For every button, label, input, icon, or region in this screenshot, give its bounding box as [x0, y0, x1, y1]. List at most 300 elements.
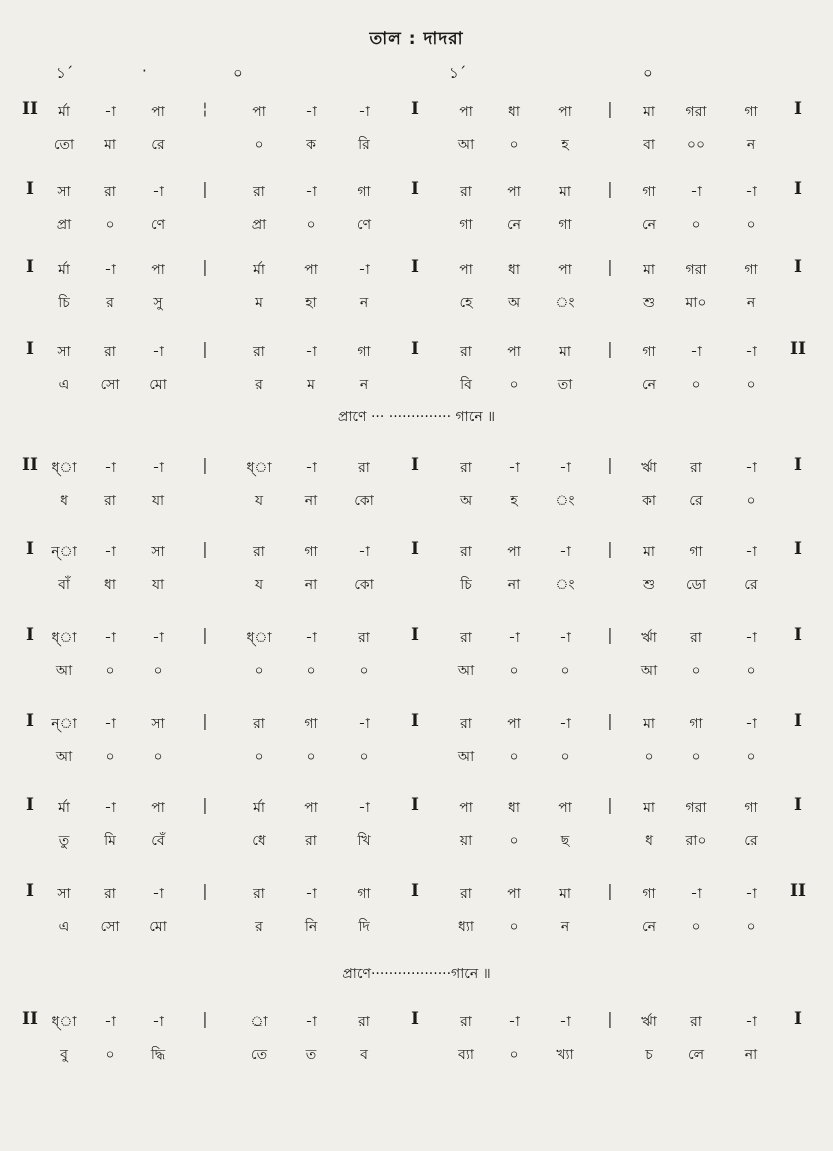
- swara-note: গরা: [685, 104, 707, 120]
- refrain-line: প্রাণে··················গানে ॥: [342, 966, 491, 982]
- lyric-syllable: বি: [460, 377, 472, 393]
- lyric-line: [0, 373, 833, 399]
- swara-note: -া: [745, 544, 757, 560]
- lyric-syllable: রি: [358, 137, 370, 153]
- lyric-syllable: বু: [60, 1047, 68, 1063]
- lyric-syllable: ০০: [686, 137, 706, 153]
- swara-line: [0, 100, 833, 126]
- swara-note: র্মা: [253, 800, 265, 816]
- swara-line: [0, 1010, 833, 1036]
- bar-line: I: [26, 539, 34, 559]
- swara-note: রা: [358, 630, 370, 646]
- lyric-syllable: ০: [509, 833, 519, 849]
- swara-note: রা: [104, 886, 116, 902]
- lyric-syllable: সু: [153, 295, 163, 311]
- swara-note: -া: [152, 460, 164, 476]
- swara-note: -া: [305, 1014, 317, 1030]
- swara-note: -া: [104, 544, 116, 560]
- swara-note: ধা: [508, 800, 520, 816]
- swara-note: -া: [305, 460, 317, 476]
- bar-line: I: [794, 257, 802, 277]
- bar-line: I: [26, 795, 34, 815]
- swara-note: -া: [152, 886, 164, 902]
- swara-note: পা: [507, 716, 521, 732]
- lyric-syllable: যা: [151, 577, 165, 593]
- lyric-syllable: ০: [306, 749, 316, 765]
- lyric-syllable: রে: [744, 833, 758, 849]
- bar-line: I: [26, 179, 34, 199]
- lyric-syllable: ০: [509, 137, 519, 153]
- lyric-syllable: ০: [306, 663, 316, 679]
- swara-note: ন্া: [51, 716, 77, 732]
- bar-line: I: [411, 539, 419, 559]
- lyric-syllable: প্রা: [56, 217, 72, 233]
- swara-note: -া: [358, 262, 370, 278]
- notation-system: [0, 340, 833, 410]
- swara-note: পা: [558, 262, 572, 278]
- lyric-syllable: ন: [359, 377, 369, 393]
- swara-note: রা: [253, 886, 265, 902]
- taal-mark: ১´: [56, 64, 74, 82]
- swara-note: রা: [358, 460, 370, 476]
- notation-system: [0, 1010, 833, 1080]
- swara-note: পা: [151, 800, 165, 816]
- swara-note: -া: [152, 344, 164, 360]
- swara-note: ধ্া: [51, 460, 77, 476]
- lyric-syllable: চি: [460, 577, 472, 593]
- swara-line: [0, 340, 833, 366]
- lyric-syllable: ন: [359, 295, 369, 311]
- lyric-syllable: ০: [105, 217, 115, 233]
- bar-line: II: [790, 339, 806, 359]
- bar-line: |: [202, 179, 208, 198]
- lyric-syllable: ং: [555, 577, 575, 593]
- lyric-syllable: ডো: [685, 577, 707, 593]
- swara-note: পা: [304, 800, 318, 816]
- swara-note: র্ঋা: [641, 630, 657, 646]
- lyric-syllable: ০: [105, 749, 115, 765]
- swara-note: পা: [558, 104, 572, 120]
- swara-note: রা: [460, 460, 472, 476]
- lyric-syllable: দি: [358, 919, 370, 935]
- lyric-syllable: হে: [459, 295, 473, 311]
- lyric-syllable: ম: [255, 295, 263, 311]
- lyric-syllable: ০: [254, 749, 264, 765]
- lyric-syllable: অ: [459, 493, 473, 509]
- lyric-syllable: র: [255, 377, 263, 393]
- swara-note: ধ্া: [246, 630, 272, 646]
- swara-note: -া: [559, 630, 571, 646]
- lyric-line: [0, 133, 833, 159]
- swara-note: মা: [643, 262, 655, 278]
- lyric-syllable: মা০: [685, 295, 707, 311]
- lyric-syllable: ধে: [252, 833, 266, 849]
- lyric-syllable: ০: [509, 1047, 519, 1063]
- swara-note: গা: [744, 104, 758, 120]
- swara-note: সা: [57, 344, 71, 360]
- lyric-syllable: না: [744, 1047, 758, 1063]
- lyric-syllable: ০: [560, 749, 570, 765]
- bar-line: |: [607, 711, 613, 730]
- lyric-syllable: গা: [558, 217, 572, 233]
- lyric-syllable: ০: [746, 663, 756, 679]
- lyric-syllable: রে: [151, 137, 165, 153]
- swara-note: রা: [460, 184, 472, 200]
- lyric-syllable: ত: [305, 1047, 317, 1063]
- notation-system: [0, 456, 833, 526]
- lyric-syllable: হা: [305, 295, 317, 311]
- bar-line: |: [607, 539, 613, 558]
- bar-line: I: [411, 455, 419, 475]
- lyric-syllable: বা: [643, 137, 655, 153]
- lyric-syllable: ০: [691, 749, 701, 765]
- swara-note: সা: [151, 716, 165, 732]
- swara-note: রা: [104, 344, 116, 360]
- swara-note: মা: [559, 344, 571, 360]
- lyric-syllable: গা: [459, 217, 473, 233]
- bar-line: |: [607, 881, 613, 900]
- lyric-syllable: ০: [746, 749, 756, 765]
- lyric-syllable: তে: [250, 1047, 268, 1063]
- swara-note: -া: [745, 716, 757, 732]
- lyric-syllable: ০: [254, 137, 264, 153]
- lyric-syllable: র: [106, 295, 114, 311]
- swara-note: গা: [689, 716, 703, 732]
- lyric-syllable: বাঁ: [58, 577, 70, 593]
- swara-note: র্া: [250, 1014, 268, 1030]
- swara-note: -া: [104, 1014, 116, 1030]
- swara-note: গা: [744, 262, 758, 278]
- swara-note: রা: [690, 1014, 702, 1030]
- swara-note: -া: [305, 886, 317, 902]
- lyric-line: [0, 915, 833, 941]
- bar-line: II: [22, 99, 38, 119]
- bar-line: I: [411, 257, 419, 277]
- lyric-syllable: তু: [58, 833, 70, 849]
- swara-note: পা: [151, 104, 165, 120]
- lyric-syllable: মো: [149, 377, 167, 393]
- swara-note: গা: [357, 184, 371, 200]
- swara-note: -া: [745, 1014, 757, 1030]
- lyric-syllable: এ: [58, 377, 70, 393]
- swara-note: রা: [253, 184, 265, 200]
- lyric-syllable: ০: [691, 919, 701, 935]
- lyric-syllable: নে: [641, 217, 657, 233]
- swara-note: র্মা: [58, 104, 70, 120]
- lyric-syllable: হ: [510, 493, 518, 509]
- lyric-syllable: ০: [691, 217, 701, 233]
- lyric-syllable: লে: [687, 1047, 705, 1063]
- lyric-syllable: ছ: [560, 833, 570, 849]
- swara-note: -া: [745, 460, 757, 476]
- swara-note: গা: [642, 184, 656, 200]
- lyric-syllable: ক: [306, 137, 316, 153]
- bar-line: I: [411, 179, 419, 199]
- bar-line: I: [794, 1009, 802, 1029]
- swara-note: রা: [104, 184, 116, 200]
- swara-note: গা: [357, 886, 371, 902]
- bar-line: I: [411, 795, 419, 815]
- lyric-syllable: ধ: [645, 833, 653, 849]
- lyric-syllable: ০: [509, 377, 519, 393]
- swara-note: ন্া: [51, 544, 77, 560]
- lyric-line: [0, 291, 833, 317]
- bar-line: I: [26, 257, 34, 277]
- bar-line: |: [202, 625, 208, 644]
- lyric-syllable: ন: [746, 137, 756, 153]
- swara-note: পা: [459, 800, 473, 816]
- swara-note: পা: [507, 184, 521, 200]
- swara-note: -া: [305, 630, 317, 646]
- swara-note: -া: [358, 104, 370, 120]
- taal-mark: ·: [142, 62, 147, 80]
- swara-note: মা: [643, 544, 655, 560]
- lyric-syllable: চ: [645, 1047, 653, 1063]
- bar-line: |: [607, 99, 613, 118]
- bar-line: I: [794, 455, 802, 475]
- lyric-syllable: রা: [305, 833, 317, 849]
- lyric-syllable: ব: [360, 1047, 368, 1063]
- swara-note: ধ্া: [51, 630, 77, 646]
- taal-mark: ১´: [449, 64, 467, 82]
- swara-note: গরা: [685, 262, 707, 278]
- swara-note: গা: [304, 544, 318, 560]
- swara-note: -া: [104, 716, 116, 732]
- lyric-syllable: ০: [746, 217, 756, 233]
- bar-line: I: [411, 881, 419, 901]
- swara-note: সা: [57, 886, 71, 902]
- lyric-syllable: নি: [304, 919, 318, 935]
- lyric-syllable: য: [254, 577, 264, 593]
- lyric-line: [0, 213, 833, 239]
- lyric-syllable: ০: [254, 663, 264, 679]
- swara-note: রা: [358, 1014, 370, 1030]
- lyric-syllable: রা: [104, 493, 116, 509]
- swara-note: র্ঋা: [641, 1014, 657, 1030]
- swara-note: র্মা: [58, 262, 70, 278]
- bar-line: II: [790, 881, 806, 901]
- notation-system: [0, 626, 833, 696]
- lyric-syllable: আ: [457, 137, 475, 153]
- swara-note: রা: [460, 344, 472, 360]
- bar-line: |: [607, 179, 613, 198]
- swara-note: র্ঋা: [641, 460, 657, 476]
- lyric-syllable: খি: [357, 833, 371, 849]
- swara-note: রা: [253, 716, 265, 732]
- swara-note: -া: [745, 630, 757, 646]
- swara-note: ধা: [508, 262, 520, 278]
- swara-note: -া: [152, 1014, 164, 1030]
- swara-note: -া: [559, 544, 571, 560]
- lyric-syllable: ০: [691, 663, 701, 679]
- swara-note: মা: [643, 104, 655, 120]
- bar-line: |: [202, 881, 208, 900]
- swara-line: [0, 258, 833, 284]
- lyric-line: [0, 489, 833, 515]
- notation-system: [0, 712, 833, 782]
- lyric-syllable: ০: [105, 1047, 115, 1063]
- swara-note: পা: [558, 800, 572, 816]
- bar-line: |: [202, 539, 208, 558]
- bar-line: I: [411, 99, 419, 119]
- lyric-syllable: শু: [642, 577, 656, 593]
- lyric-syllable: য: [254, 493, 264, 509]
- swara-note: গা: [642, 886, 656, 902]
- lyric-syllable: ং: [555, 295, 575, 311]
- swara-note: রা: [460, 716, 472, 732]
- notation-system: [0, 100, 833, 170]
- lyric-syllable: ০: [306, 217, 316, 233]
- swara-line: [0, 882, 833, 908]
- notation-system: [0, 882, 833, 952]
- lyric-syllable: না: [304, 493, 318, 509]
- swara-note: গা: [744, 800, 758, 816]
- bar-line: I: [26, 711, 34, 731]
- notation-system: [0, 540, 833, 610]
- lyric-syllable: ধ: [60, 493, 68, 509]
- lyric-syllable: আ: [55, 663, 73, 679]
- bar-line: |: [607, 625, 613, 644]
- swara-note: -া: [152, 630, 164, 646]
- lyric-syllable: ণে: [150, 217, 166, 233]
- swara-note: -া: [104, 104, 116, 120]
- lyric-syllable: ম: [307, 377, 315, 393]
- lyric-syllable: ব্যা: [458, 1047, 474, 1063]
- swara-line: [0, 712, 833, 738]
- lyric-syllable: ০: [746, 377, 756, 393]
- swara-note: র্মা: [58, 800, 70, 816]
- lyric-syllable: ন: [746, 295, 756, 311]
- swara-note: -া: [690, 344, 702, 360]
- swara-line: [0, 540, 833, 566]
- lyric-syllable: ০: [153, 663, 163, 679]
- lyric-syllable: ০: [359, 663, 369, 679]
- swara-note: পা: [151, 262, 165, 278]
- swara-note: -া: [559, 1014, 571, 1030]
- lyric-syllable: ০: [105, 663, 115, 679]
- lyric-syllable: য়া: [459, 833, 473, 849]
- lyric-syllable: রা০: [685, 833, 707, 849]
- bar-line: I: [794, 625, 802, 645]
- bar-line: I: [794, 711, 802, 731]
- bar-line: I: [411, 339, 419, 359]
- lyric-syllable: ০: [359, 749, 369, 765]
- lyric-line: [0, 745, 833, 771]
- lyric-syllable: ০: [509, 749, 519, 765]
- lyric-line: [0, 1043, 833, 1069]
- swara-note: -া: [358, 716, 370, 732]
- swara-note: মা: [559, 184, 571, 200]
- swara-line: [0, 456, 833, 482]
- swara-note: -া: [508, 630, 520, 646]
- swara-note: মা: [643, 716, 655, 732]
- swara-note: রা: [690, 630, 702, 646]
- bar-line: ¦: [202, 99, 208, 118]
- lyric-syllable: কো: [354, 493, 374, 509]
- swara-line: [0, 626, 833, 652]
- swara-note: রা: [253, 544, 265, 560]
- taal-marks-row: [0, 62, 833, 84]
- swara-note: পা: [304, 262, 318, 278]
- lyric-syllable: আ: [640, 663, 658, 679]
- lyric-syllable: ০: [509, 663, 519, 679]
- lyric-syllable: ং: [555, 493, 575, 509]
- lyric-syllable: অ: [507, 295, 521, 311]
- lyric-line: [0, 659, 833, 685]
- bar-line: |: [202, 339, 208, 358]
- lyric-syllable: মো: [149, 919, 167, 935]
- bar-line: I: [411, 1009, 419, 1029]
- swara-note: -া: [690, 886, 702, 902]
- lyric-syllable: ০: [560, 663, 570, 679]
- lyric-syllable: ০: [153, 749, 163, 765]
- swara-note: পা: [507, 886, 521, 902]
- lyric-syllable: ০: [691, 377, 701, 393]
- swara-note: -া: [152, 184, 164, 200]
- swara-note: সা: [151, 544, 165, 560]
- bar-line: I: [794, 795, 802, 815]
- lyric-syllable: যা: [151, 493, 165, 509]
- taal-mark: ০: [233, 64, 243, 82]
- lyric-syllable: ধা: [104, 577, 116, 593]
- swara-note: গা: [689, 544, 703, 560]
- lyric-syllable: ০: [746, 493, 756, 509]
- swara-note: পা: [507, 544, 521, 560]
- bar-line: |: [202, 1009, 208, 1028]
- swara-note: -া: [104, 460, 116, 476]
- lyric-syllable: ণে: [356, 217, 372, 233]
- swara-note: ধা: [508, 104, 520, 120]
- lyric-syllable: সো: [100, 377, 120, 393]
- swara-note: মা: [559, 886, 571, 902]
- lyric-line: [0, 829, 833, 855]
- bar-line: |: [607, 339, 613, 358]
- lyric-syllable: শু: [642, 295, 656, 311]
- swara-note: -া: [305, 104, 317, 120]
- bar-line: I: [26, 339, 34, 359]
- bar-line: I: [794, 179, 802, 199]
- swara-note: রা: [690, 460, 702, 476]
- bar-line: I: [411, 625, 419, 645]
- swara-line: [0, 796, 833, 822]
- swara-note: -া: [358, 800, 370, 816]
- notation-system: [0, 796, 833, 866]
- lyric-syllable: না: [507, 577, 521, 593]
- swara-note: -া: [559, 460, 571, 476]
- swara-note: -া: [104, 800, 116, 816]
- lyric-syllable: রে: [689, 493, 703, 509]
- lyric-syllable: ০: [509, 919, 519, 935]
- bar-line: |: [202, 711, 208, 730]
- swara-note: গরা: [685, 800, 707, 816]
- lyric-syllable: ০: [746, 919, 756, 935]
- lyric-syllable: খ্যা: [556, 1047, 574, 1063]
- lyric-syllable: ন: [560, 919, 570, 935]
- swara-note: -া: [559, 716, 571, 732]
- lyric-syllable: প্রা: [251, 217, 267, 233]
- lyric-syllable: ০: [644, 749, 654, 765]
- taal-title: তাল : দাদরা: [369, 29, 464, 49]
- notation-system: [0, 180, 833, 250]
- bar-line: |: [607, 455, 613, 474]
- lyric-syllable: ধ্যা: [458, 919, 474, 935]
- bar-line: II: [22, 1009, 38, 1029]
- lyric-syllable: নে: [641, 377, 657, 393]
- bar-line: I: [794, 99, 802, 119]
- lyric-line: [0, 573, 833, 599]
- swara-note: ধ্া: [51, 1014, 77, 1030]
- swara-note: পা: [459, 104, 473, 120]
